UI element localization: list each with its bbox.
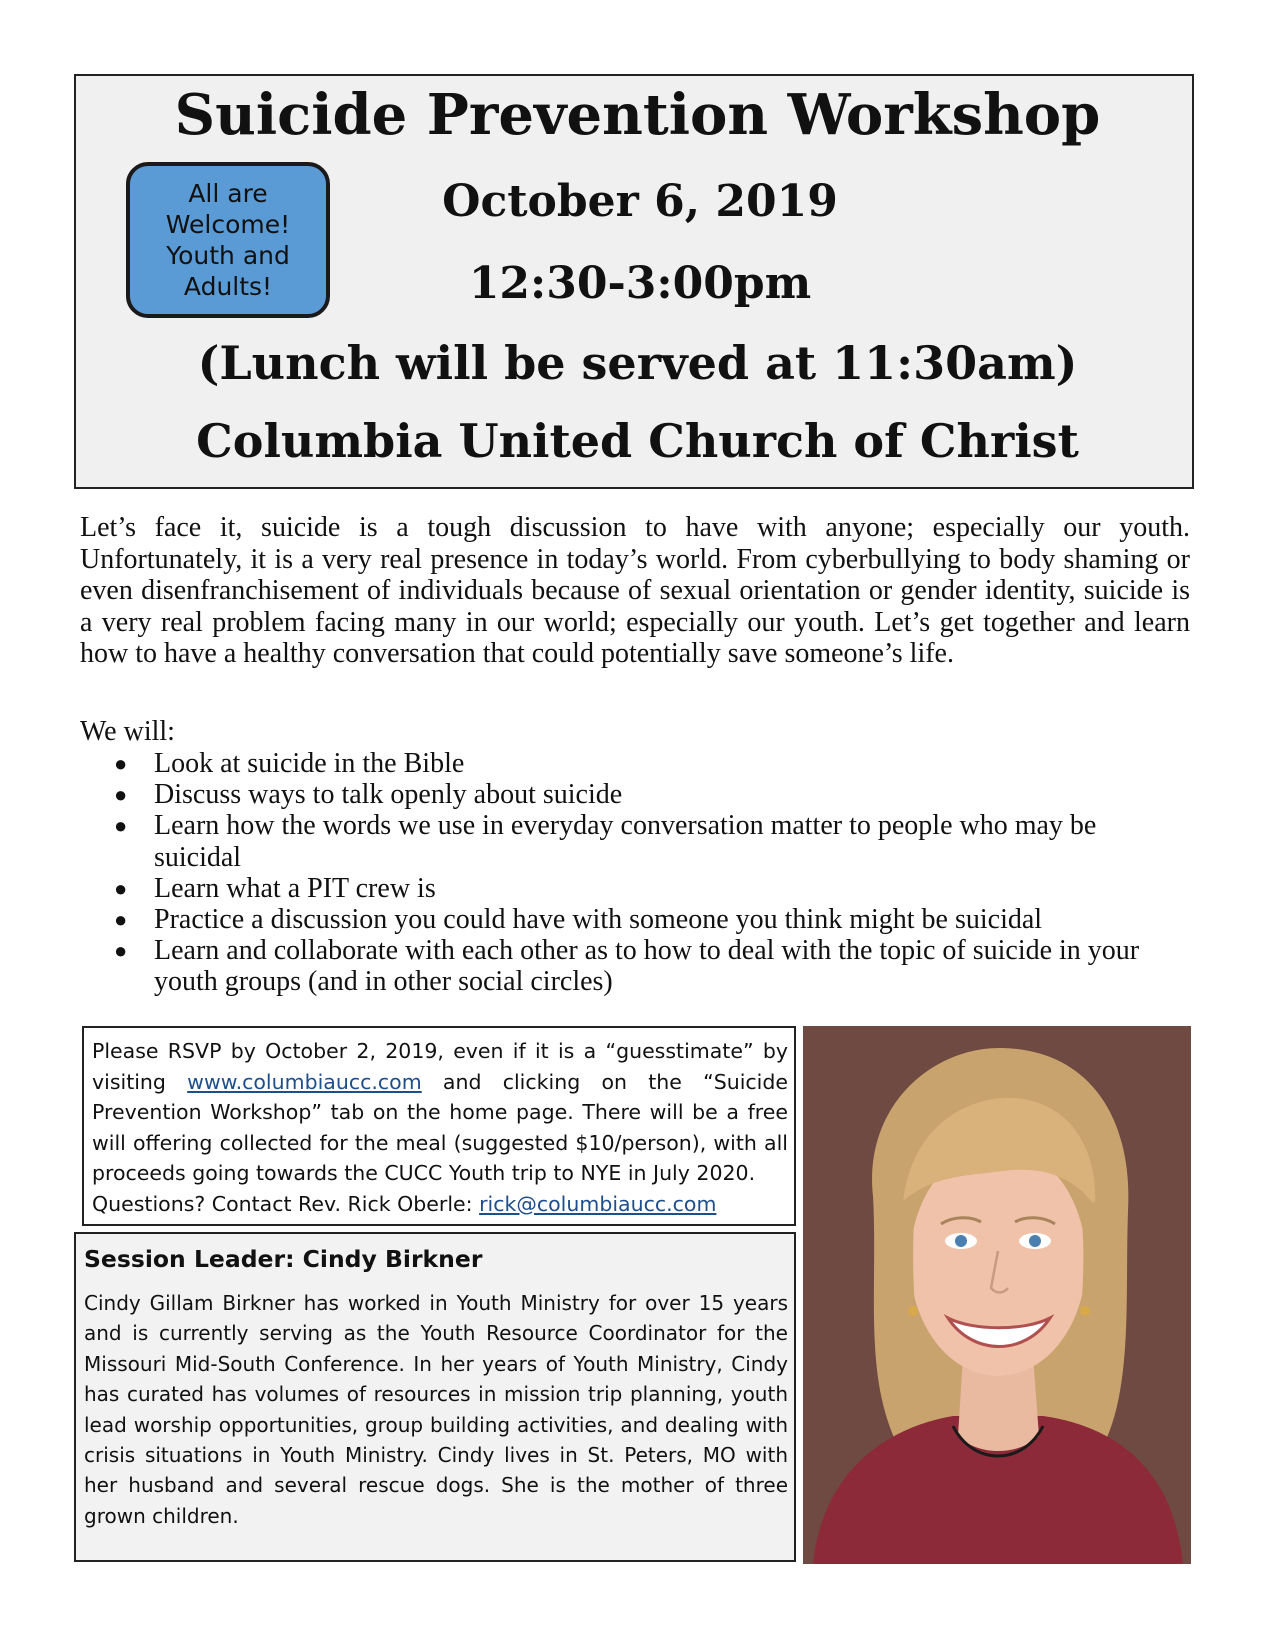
rsvp-text: Please RSVP by October 2, 2019, even if it is a “guesstimate” by visiting (92, 1039, 788, 1094)
session-leader-bio: Cindy Gillam Birkner has worked in Youth Ministry for over 15 years and is currently serving as the Youth Resource Coordinator for the Missouri Mid-South Conference. In her years of Youth Ministry, Cindy has curated has volumes of resources in mission trip planning, youth lead worship opportunities, group building activities, and dealing with crisis situations in Youth Ministry. Cindy lives in St. Peters, MO with her husband and several rescue dogs. She is the mother of three grown children. (84, 1291, 788, 1528)
agenda-list (80, 748, 1190, 998)
list-item: ● Learn what a PIT crew is (114, 872, 436, 904)
intro-paragraph: Let’s face it, suicide is a tough discussion to have with anyone; especially our youth. Unfortunately, it is a very real presence in today’s world. From cyberbullying to body shaming or even disenfranchisement of individuals because of sexual orientation or gender identity, suicide is a very real problem facing many in our world; especially our youth. Let’s get together and learn how to have a healthy conversation that could potentially save someone’s life. (80, 512, 1190, 669)
list-item: ● Discuss ways to talk openly about suicide (114, 779, 623, 811)
leader-photo (803, 1026, 1191, 1564)
session-leader-box (74, 1232, 796, 1562)
list-item: ● Look at suicide in the Bible (114, 748, 465, 779)
contact-text: Questions? Contact Rev. Rick Oberle: (92, 1191, 480, 1216)
website-link[interactable]: www.columbiaucc.com (187, 1069, 422, 1094)
agenda-heading: We will: (80, 716, 175, 747)
event-location: Columbia United Church of Christ (196, 414, 1079, 468)
bullet-icon: ● (114, 751, 128, 776)
list-item: ● Learn how the words we use in everyday conversation matter to people who may be suicidal (114, 810, 1097, 873)
rsvp-text-continued: and clicking on the “Suicide Prevention Workshop” tab on the home page. There will be a free will offering collected for the meal (suggested $10/person), with all proceeds going towards the CUCC Youth trip to NYE in July 2020. (92, 1069, 788, 1185)
lunch-note: (Lunch will be served at 11:30am) (197, 336, 1078, 390)
welcome-badge: All are Welcome! Youth and Adults! (126, 162, 330, 318)
bullet-icon: ● (114, 782, 128, 808)
email-link[interactable]: rick@columbiaucc.com (479, 1191, 717, 1216)
event-time: 12:30-3:00pm (468, 258, 812, 309)
bullet-icon: ● (114, 875, 128, 901)
bullet-icon: ● (114, 938, 128, 964)
list-item: ● Learn and collaborate with each other as to how to deal with the topic of suicide in your youth groups (and in other social circles) (114, 935, 1140, 998)
bullet-icon: ● (114, 813, 128, 839)
event-date: October 6, 2019 (442, 176, 838, 227)
bullet-icon: ● (114, 907, 128, 933)
rsvp-box (82, 1026, 796, 1226)
leader-portrait-illustration (803, 1026, 1191, 1564)
list-item: ● Practice a discussion you could have with someone you think might be suicidal (114, 904, 1043, 936)
session-leader-heading: Session Leader: Cindy Birkner (84, 1245, 483, 1273)
page-title: Suicide Prevention Workshop (174, 82, 1101, 148)
